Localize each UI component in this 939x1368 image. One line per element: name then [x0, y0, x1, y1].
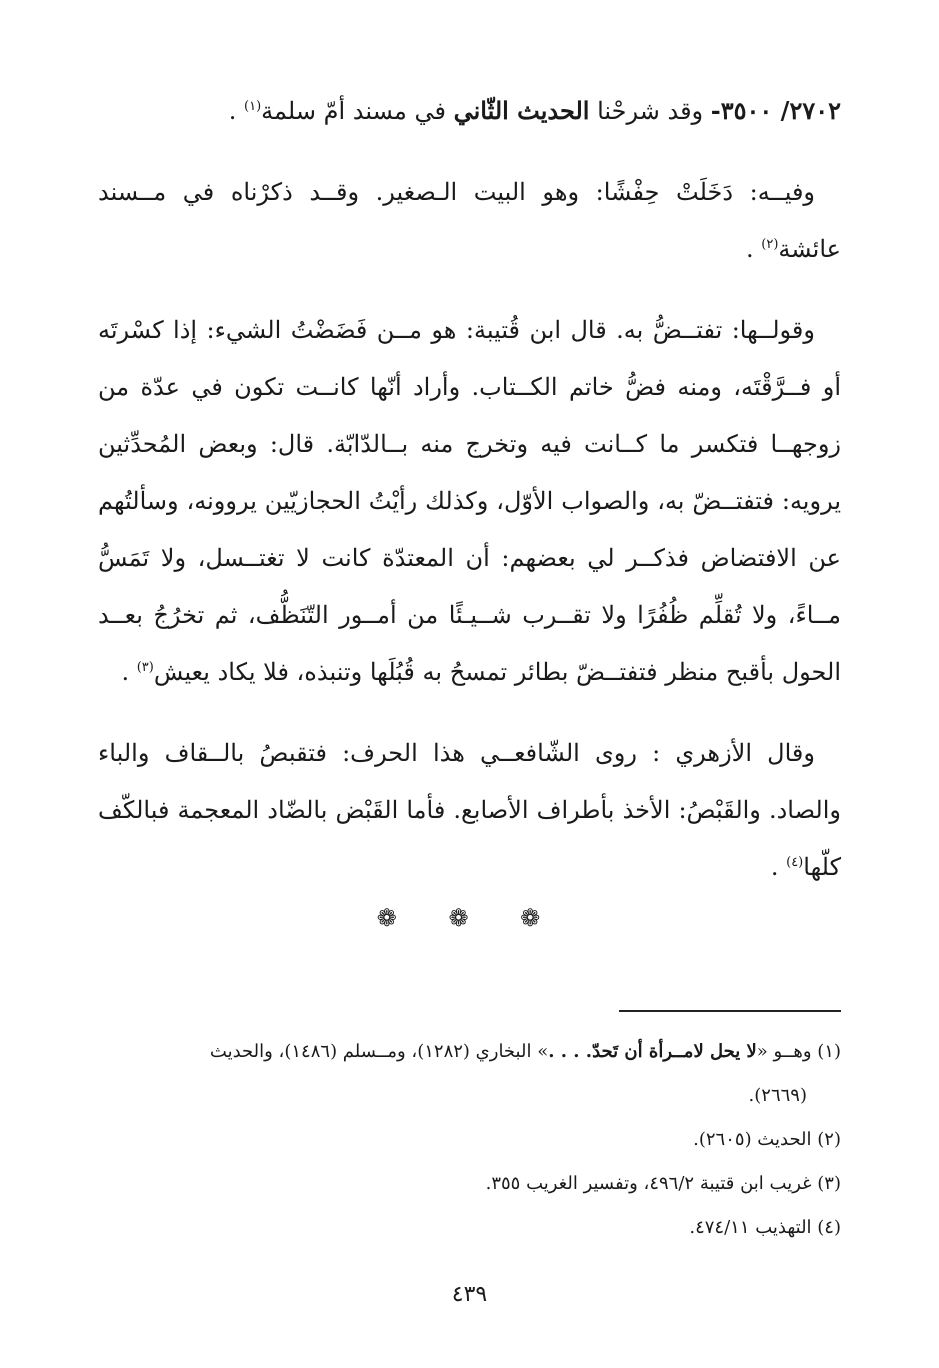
footnote-1-quote: لا يحل لامــرأة أن تَحدّ. . . . [548, 1041, 757, 1062]
paragraph-taftadd-end: . [121, 658, 137, 686]
hadith-number: ٢٧٠٢/ ٣٥٠٠- [710, 96, 841, 125]
footnote-1-prefix: (١) وهــو « [756, 1041, 841, 1062]
paragraph-hifsh-text: وفيــه: دَخَلَتْ حِفْشًا: وهو البيت الـصغير. وقــد ذكرْناه في مــسند عائشة [98, 178, 841, 263]
hadith-title: الحديث الثّاني [453, 96, 590, 125]
hadith-intro-end: . [228, 97, 245, 125]
footnote-ref-3[interactable]: (٣) [136, 660, 154, 675]
flower-ornament-icon: ❁ ❁ ❁ [376, 904, 563, 932]
footnotes-section [98, 1030, 841, 1250]
paragraph-azhari [98, 725, 841, 896]
page-number: ٤٣٩ [451, 1282, 488, 1307]
footnote-1-rest: » البخاري (١٢٨٢)، ومــسلم (١٤٨٦)، والحديث [209, 1041, 549, 1062]
footnote-3: (٣) غريب ابن قتيبة ٤٩٦/٢، وتفسير الغريب ٣٥٥. [485, 1173, 841, 1194]
footnote-ref-1[interactable]: (١) [244, 99, 262, 114]
footnote-1 [98, 1030, 841, 1074]
hadith-heading-paragraph [98, 82, 841, 140]
hadith-intro-rest: في مسند أمّ سلمة [261, 97, 454, 125]
paragraph-azhari-text: وقال الأزهري : روى الشّافعــي هذا الحرف: فتقبصُ بالــقاف والباء والصاد. والقَبْصُ: الأخذ بأطراف الأصابع. فأما القَبْض بالضّاد المعجمة فبالكّف كلّها [98, 739, 841, 881]
footnote-divider [619, 1010, 841, 1012]
paragraph-hifsh [98, 164, 841, 278]
paragraph-hifsh-end: . [746, 235, 762, 263]
paragraph-azhari-end: . [770, 853, 787, 881]
footnote-ref-4[interactable]: (٤) [786, 855, 804, 870]
footnote-2: (٢) الحديث (٢٦٠٥). [693, 1129, 841, 1150]
hadith-intro-text: وقد شرحْنا [589, 97, 704, 125]
paragraph-taftadd [98, 302, 841, 701]
main-text-body [98, 82, 841, 920]
footnote-1-continuation: (٢٦٦٩). [748, 1085, 807, 1106]
footnote-ref-2[interactable]: (٢) [761, 237, 779, 252]
paragraph-taftadd-text: وقولــها: تفتــضُّ به. قال ابن قُتيبة: هو مــن فَضَضْتُ الشيء: إذا كسْرتَه أو فــرَّقْتَه، ومنه فضُّ خاتم الكــتاب. وأراد أنّها كانــت تكون في عدّة من زوجهــا فتكسر ما كــانت فيه وتخرج منه بــالدّابّة. قال: وبعض المُحدِّثين يرويه: فتفتــضّ به، والصواب الأوّل، وكذلك رأيْتُ الحجازيّين يروونه، وسألتُهم عن الافتضاض فذكــر لي بعضهم: أن المعتدّة كانت لا تغتــسل، ولا تَمَسُّ مــاءً، ولا تُقلِّم ظُفُرًا ولا تقــرب شــيـئًا من أمــور التّنَظُّف، ثم تخرُجُ بعــد الحول بأقبح منظر فتفتــضّ بطائر تمسحُ به قُبُلَها وتنبذه، فلا يكاد يعيش [98, 316, 841, 686]
footnote-4: (٤) التهذيب ٤٧٤/١١. [689, 1217, 841, 1238]
